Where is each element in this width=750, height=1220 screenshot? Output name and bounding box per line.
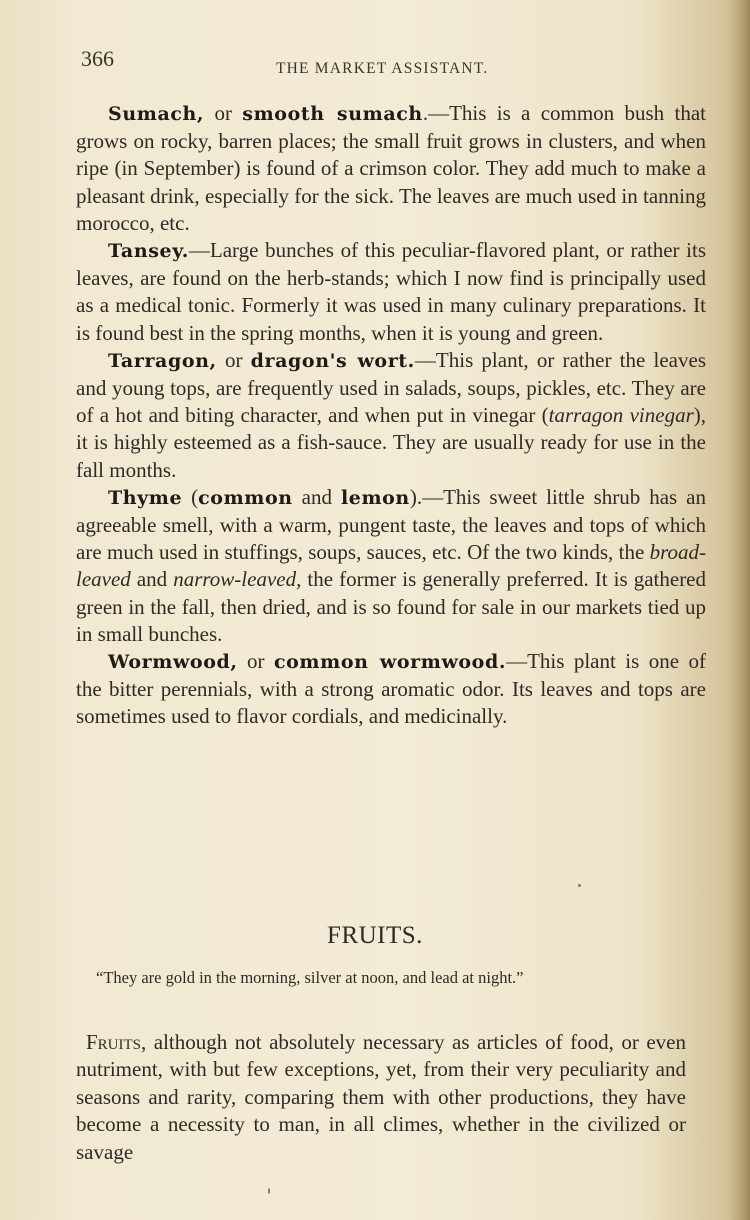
running-head: THE MARKET ASSISTANT. — [276, 60, 489, 77]
page-number: 366 — [81, 46, 114, 71]
entry-connector: or — [204, 101, 243, 125]
entry-term: Tansey. — [108, 240, 189, 263]
section-heading: FRUITS. — [327, 922, 423, 949]
entry-term: Thyme — [108, 486, 183, 509]
entry-text: ).—This sweet little shrub has an agreeable smell, with a warm, pungent taste, the leaves and tops of which are much used in stuffings, soups, sauces, etc. Of the two kinds, the — [76, 484, 706, 565]
entry-tarragon — [76, 347, 706, 484]
entry-term: Tarragon, — [108, 349, 217, 372]
section-paragraph — [76, 1029, 686, 1166]
entry-text: .—This is a common bush that grows on rocky, barren places; the small fruit grows in clusters, and when ripe (in September) is found of a crimson color. They add much to make a pleasant drink, especially for the sick. The leaves are much used in tanning morocco, etc. — [76, 101, 706, 235]
entry-connector: or — [216, 347, 251, 372]
entry-alt-term: smooth sumach — [242, 103, 423, 125]
entry-term: Wormwood, — [108, 651, 238, 674]
entry-text-after: the former is generally preferred. It is gathered green in the fall, then dried, and is so found for sale in our markets tied up in small bunches. — [76, 567, 707, 646]
paragraph-text: although not absolutely necessary as articles of food, or even nutriment, with but few exceptions, yet, from their very peculiarity and seasons and rarity, comparing them with other productions, they have become a necessity to man, in all climes, whether in the civilized or savage — [76, 1030, 686, 1164]
paragraph-lead-word: Fruits, — [86, 1030, 147, 1054]
herb-entries — [76, 100, 706, 731]
entry-alt-term-2: lemon — [340, 486, 410, 509]
entry-text: —This plant is one of the bitter perennials, with a strong aromatic odor. Its leaves and tops are sometimes used to flavor cordials, and medicinally. — [76, 649, 706, 729]
epigraph: “They are gold in the morning, silver at noon, and lead at night.” — [96, 968, 524, 987]
paper-speck — [268, 1188, 270, 1194]
entry-term: Sumach, — [108, 103, 205, 125]
entry-text-after: ), it is highly esteemed as a fish-sauce. They are usually ready for use in the fall months. — [76, 403, 707, 482]
entry-connector: ( — [182, 484, 199, 509]
entry-text-mid: and — [130, 567, 174, 592]
paper-speck — [578, 884, 581, 887]
page-edge-shadow — [728, 0, 750, 1220]
entry-alt-term: common wormwood. — [273, 651, 507, 674]
entry-alt-term: dragon's wort. — [250, 349, 415, 372]
entry-italic: broad-leaved — [76, 540, 706, 592]
entry-italic-2: narrow-leaved, — [173, 567, 302, 592]
entry-connector: or — [237, 649, 274, 674]
entry-sumach — [76, 100, 706, 237]
entry-italic: tarragon vinegar — [548, 403, 694, 428]
entry-text: —This plant, or rather the leaves and young tops, are frequently used in salads, soups, pickles, etc. They are of a hot and biting character, and when put in vinegar ( — [76, 347, 706, 428]
entry-wormwood — [76, 648, 706, 731]
entry-text: —Large bunches of this peculiar-flavored plant, or rather its leaves, are found on the herb-stands; which I now find is principally used as a medical tonic. Formerly it was used in many culinary preparations. It is found best in the spring months, when it is young and green. — [76, 238, 706, 345]
entry-thyme — [76, 484, 706, 648]
entry-tansey — [76, 237, 706, 347]
entry-alt-term: common — [198, 486, 293, 509]
entry-connector-2: and — [292, 484, 341, 509]
